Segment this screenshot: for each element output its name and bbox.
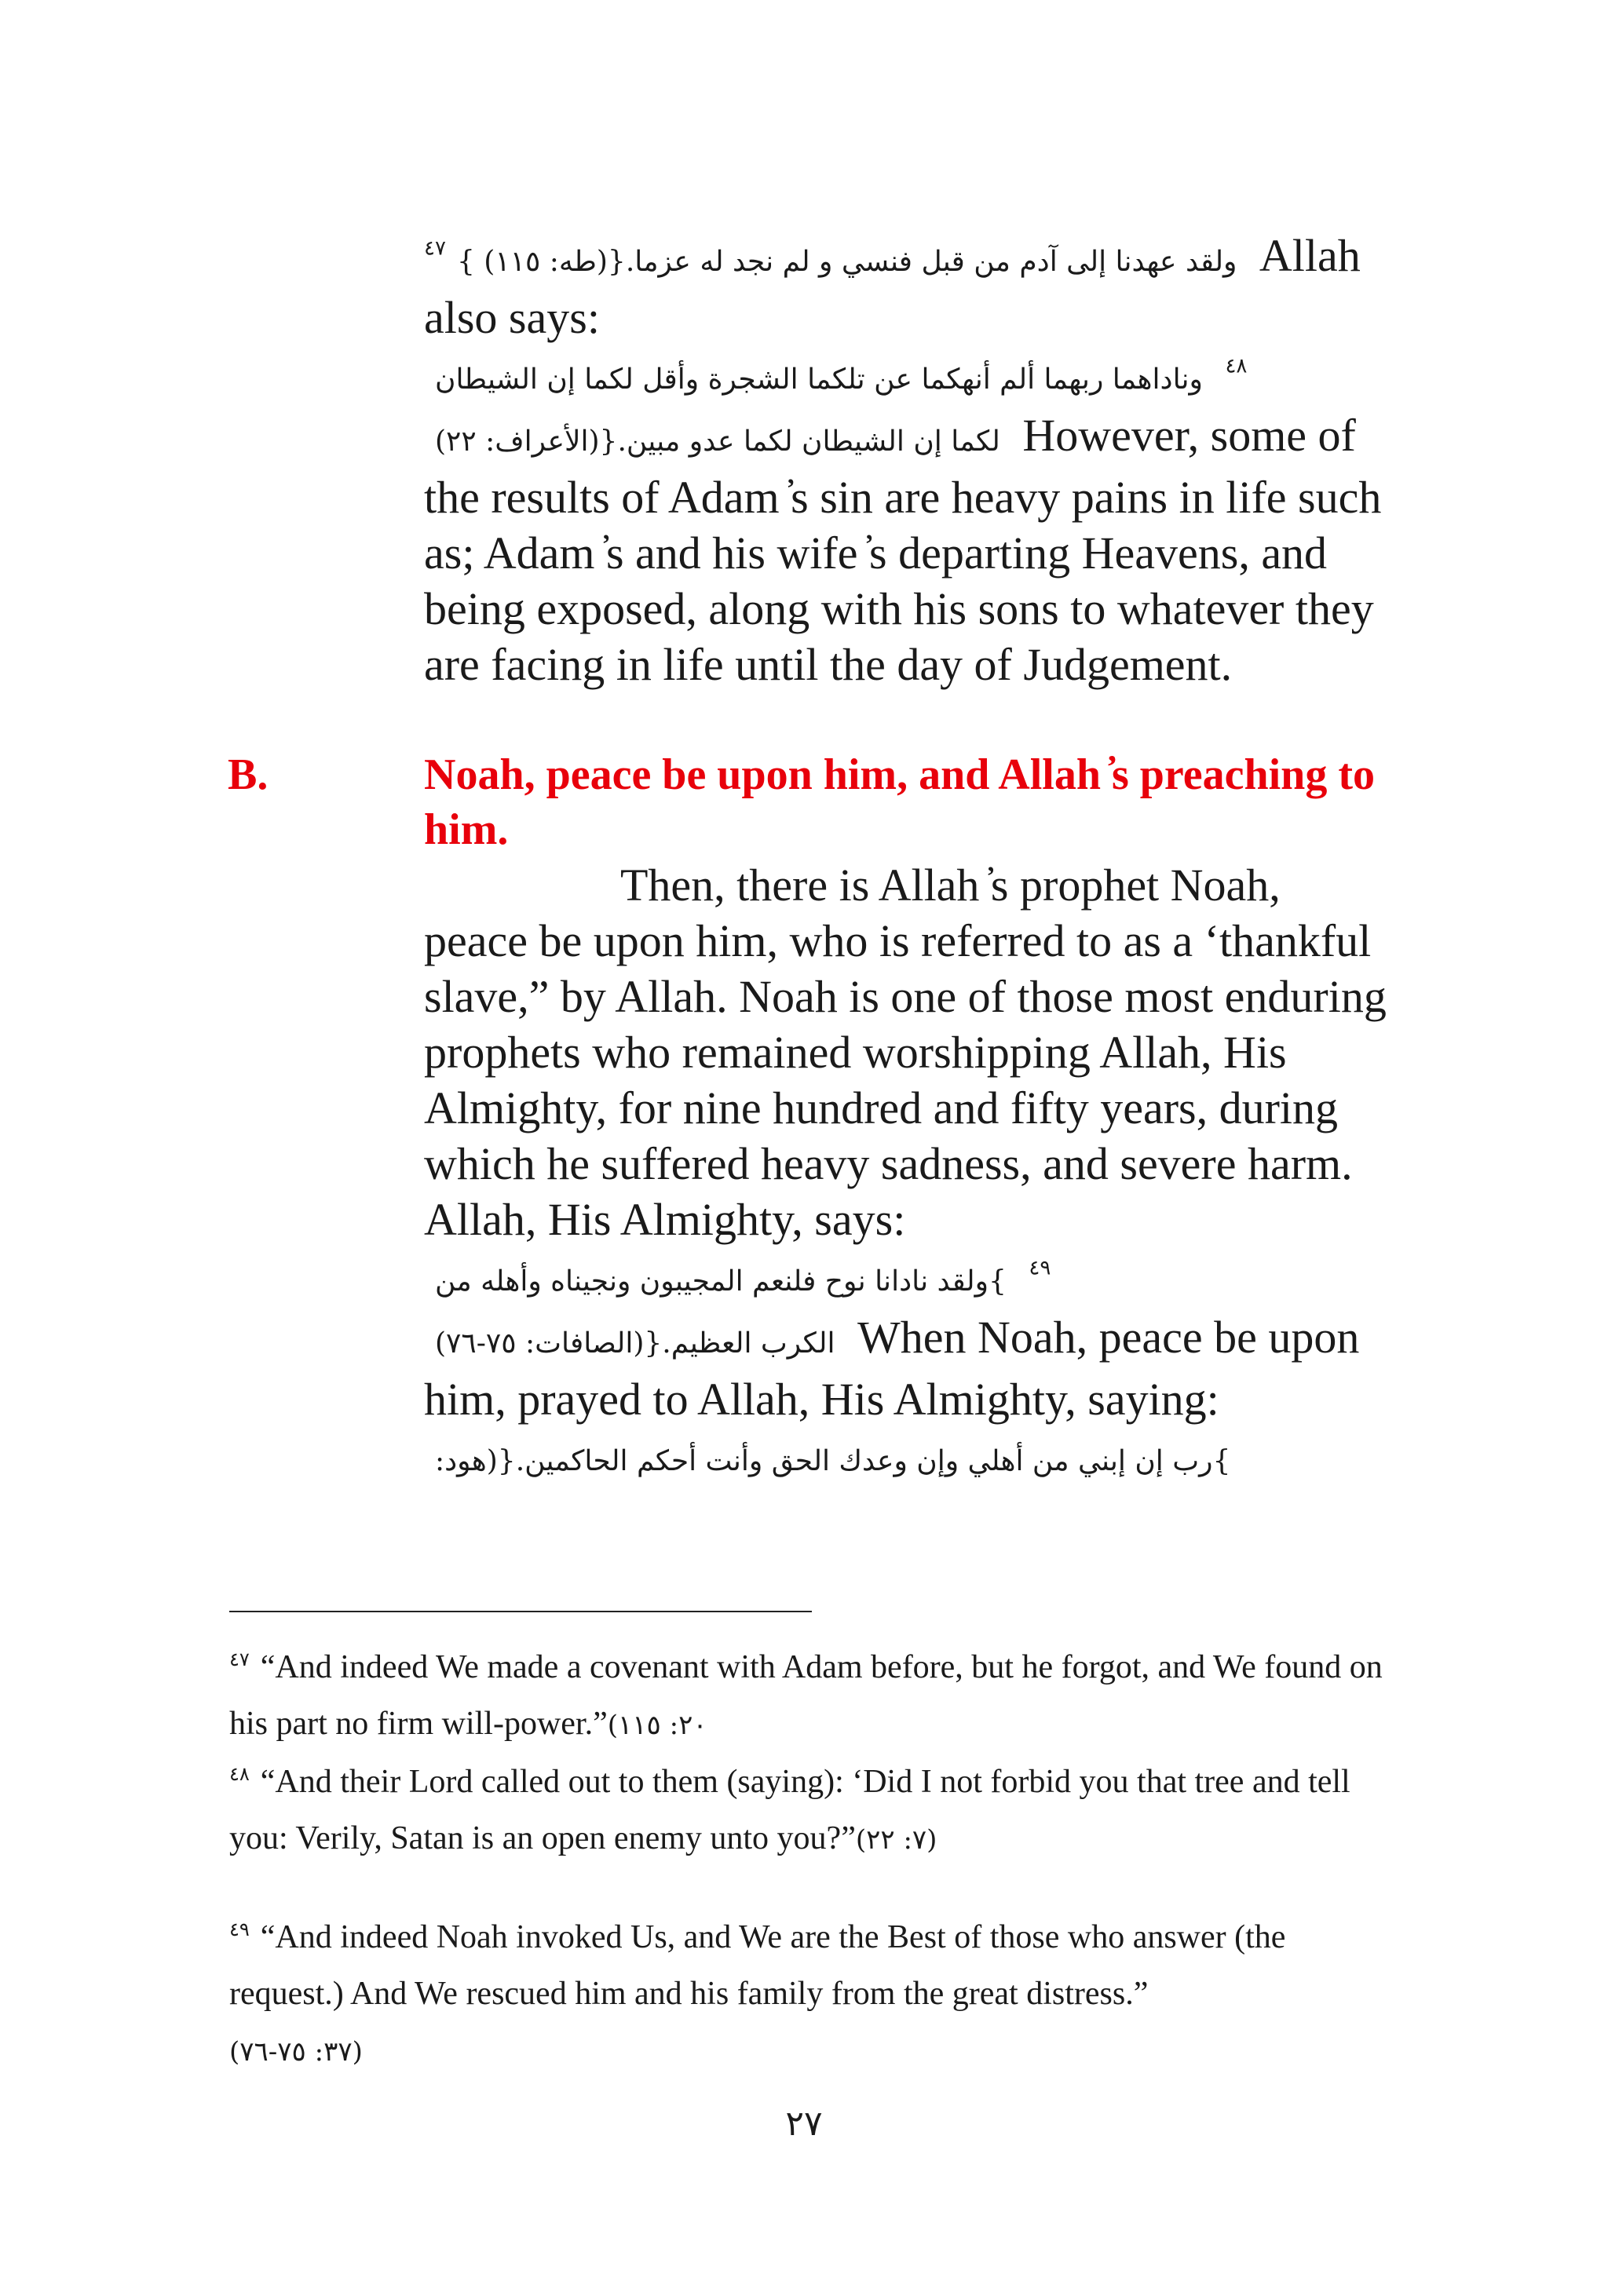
word-also-says: also says:	[424, 292, 600, 343]
section-letter: B.	[228, 750, 269, 799]
footnote-ref-48[interactable]: ٤٨	[1225, 354, 1248, 378]
footnote-number: ٤٧	[229, 1648, 250, 1670]
word-allah: Allah	[1259, 230, 1361, 281]
footnote-text: “And indeed We made a covenant with Adam before, but he forgot, and We found on his part no firm will-power.”	[229, 1649, 1383, 1742]
paragraph-adam	[424, 228, 1390, 692]
quran-verse-saffat-part2: الكرب العظيم.{(الصافات: ٧٥-٧٦)	[435, 1327, 835, 1360]
footnote-ref-47[interactable]: ٤٧	[424, 236, 446, 261]
quran-verse-taha	[457, 234, 1237, 290]
spacer	[424, 692, 1390, 747]
footnote-reference: (٣٧: ٧٥-٧٦)	[229, 2036, 363, 2068]
main-text	[228, 228, 1390, 1489]
quran-verse-hud: }رب إن إبني من أهلي وإن وعدك الحق وأنت أحكم الحاكمين.{(هود:	[435, 1445, 1231, 1477]
paragraph-noah-text2: When Noah, peace be upon him, prayed to Allah, His Almighty, saying:	[424, 1312, 1360, 1425]
paragraph-noah	[424, 857, 1390, 1489]
footnote-reference: (٢٠: ١١٥	[607, 1710, 707, 1741]
paragraph-adam-text: However, some of the results of Adam ̓s sin are heavy pains in life such as; Adam ̓s and his wife ̓s departing Heavens, and being exposed, along with his sons to whatever they are facing in life until the day of Judgement.	[424, 410, 1382, 690]
footnote-49	[229, 1909, 1391, 2080]
footnote-reference: (٧: ٢٢)	[855, 1824, 937, 1856]
footnote-spacer	[229, 1868, 1391, 1909]
footnote-number: ٤٨	[229, 1763, 250, 1785]
quran-brace: }	[456, 246, 475, 278]
paragraph-noah-text1: Then, there is Allah ̓s prophet Noah, peace be upon him, who is referred to as a ‘thankful slave,” by Allah. Noah is one of those most enduring prophets who remained worshipping Allah, His Almighty, for nine hundred and fifty years, during which he suffered heavy sadness, and severe harm. Allah, His Almighty, says:	[424, 860, 1387, 1245]
quran-verse-araf-part2: لكما إن الشيطان لكما عدو مبين.{(الأعراف: ٢٢)	[435, 425, 1000, 458]
footnote-48	[229, 1754, 1391, 1868]
page-number: ٢٧	[785, 2104, 823, 2144]
section-heading	[228, 747, 1390, 857]
footnote-ref-49[interactable]: ٤٩	[1029, 1256, 1051, 1280]
footnote-47	[229, 1639, 1391, 1754]
quran-verse-saffat-part1: }ولقد نادانا نوح فلنعم المجيبون ونجيناه وأهله من	[435, 1265, 1007, 1298]
footnotes	[229, 1639, 1391, 2080]
section-title: Noah, peace be upon him, and Allah ̓s preaching to him.	[424, 750, 1375, 854]
footnote-number: ٤٩	[229, 1918, 250, 1940]
quran-verse-taha-text: ولقد عهدنا إلى آدم من قبل فنسي و لم نجد له عزما.{(طه: ١١٥)	[484, 246, 1237, 278]
footnote-separator	[229, 1611, 812, 1612]
footnote-text: “And their Lord called out to them (saying): ‘Did I not forbid you that tree and tell you: Verily, Satan is an open enemy unto you?”	[229, 1764, 1350, 1856]
footnote-text: “And indeed Noah invoked Us, and We are the Best of those who answer (the request.) And We rescued him and his family from the great distress.”	[229, 1919, 1286, 2012]
quran-verse-araf-part1: وناداهما ربهما ألم أنهكما عن تلكما الشجرة وأقل لكما إن الشيطان	[435, 363, 1203, 396]
